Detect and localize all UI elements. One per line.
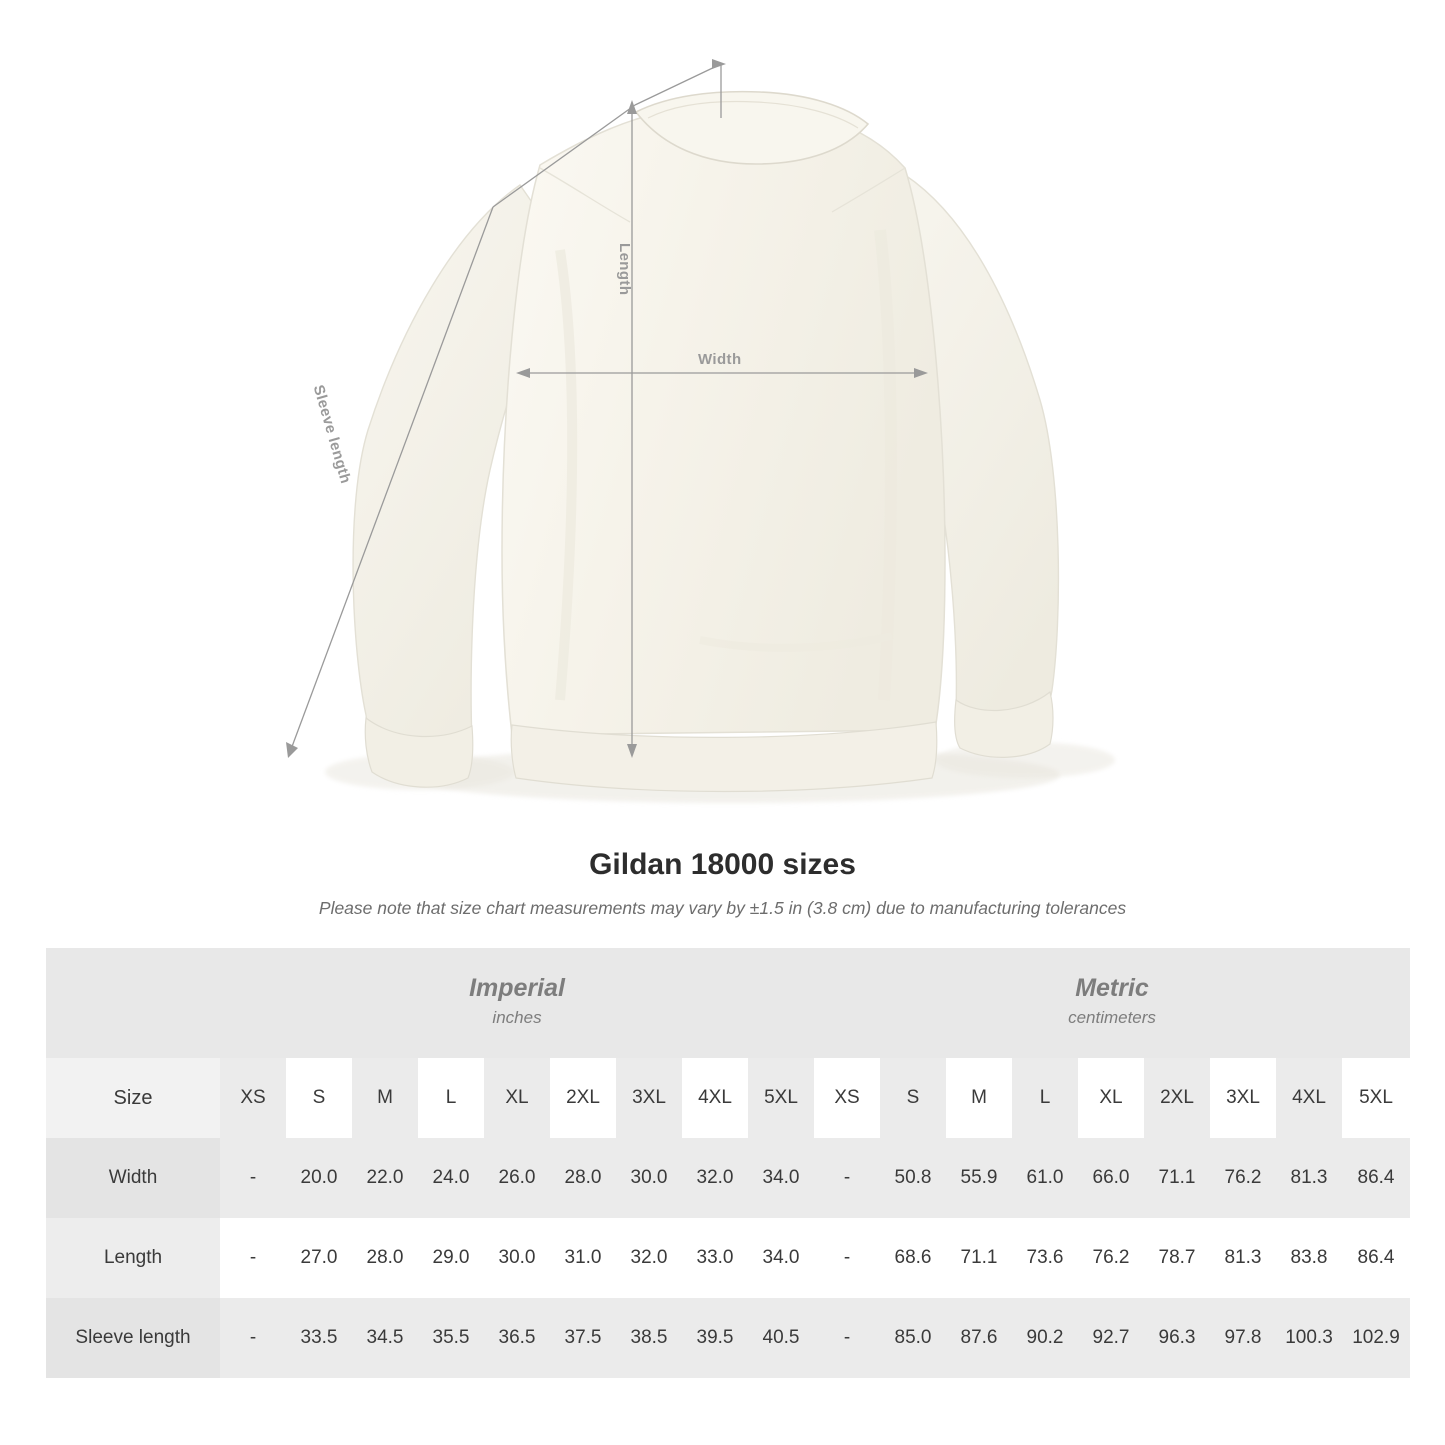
row-label-sleeve-length: Sleeve length xyxy=(46,1298,220,1378)
header-size-imperial-2xl: 2XL xyxy=(550,1058,616,1138)
unit-header-metric xyxy=(814,948,1410,1058)
header-size-metric-m: M xyxy=(946,1058,1012,1138)
header-size-metric-xs: XS xyxy=(814,1058,880,1138)
width-imperial-3xl: 30.0 xyxy=(616,1138,682,1218)
width-metric-5xl: 86.4 xyxy=(1342,1138,1410,1218)
unit-header-imperial xyxy=(220,948,814,1058)
label-width: Width xyxy=(698,351,742,368)
header-size-metric-5xl: 5XL xyxy=(1342,1058,1410,1138)
sleeve-imperial-4xl: 39.5 xyxy=(682,1298,748,1378)
header-size-metric-xl: XL xyxy=(1078,1058,1144,1138)
header-size: Size xyxy=(46,1058,220,1138)
unit-header-spacer xyxy=(46,948,220,1058)
width-metric-3xl: 76.2 xyxy=(1210,1138,1276,1218)
length-metric-m: 71.1 xyxy=(946,1218,1012,1298)
sleeve-metric-5xl: 102.9 xyxy=(1342,1298,1410,1378)
header-size-imperial-5xl: 5XL xyxy=(748,1058,814,1138)
row-label-length: Length xyxy=(46,1218,220,1298)
length-metric-5xl: 86.4 xyxy=(1342,1218,1410,1298)
header-size-imperial-3xl: 3XL xyxy=(616,1058,682,1138)
length-metric-2xl: 78.7 xyxy=(1144,1218,1210,1298)
sleeve-imperial-3xl: 38.5 xyxy=(616,1298,682,1378)
width-metric-l: 61.0 xyxy=(1012,1138,1078,1218)
header-size-imperial-s: S xyxy=(286,1058,352,1138)
header-size-metric-s: S xyxy=(880,1058,946,1138)
width-metric-xs: - xyxy=(814,1138,880,1218)
width-imperial-2xl: 28.0 xyxy=(550,1138,616,1218)
header-size-imperial-xl: XL xyxy=(484,1058,550,1138)
width-metric-4xl: 81.3 xyxy=(1276,1138,1342,1218)
length-imperial-xs: - xyxy=(220,1218,286,1298)
length-imperial-2xl: 31.0 xyxy=(550,1218,616,1298)
measurement-note: Please note that size chart measurements may vary by ±1.5 in (3.8 cm) due to manufacturing tolerances xyxy=(318,898,1127,918)
sleeve-imperial-m: 34.5 xyxy=(352,1298,418,1378)
sleeve-metric-xs: - xyxy=(814,1298,880,1378)
length-imperial-5xl: 34.0 xyxy=(748,1218,814,1298)
length-imperial-l: 29.0 xyxy=(418,1218,484,1298)
label-sleeve-length: Sleeve length xyxy=(309,383,355,486)
header-size-imperial-m: M xyxy=(352,1058,418,1138)
width-imperial-5xl: 34.0 xyxy=(748,1138,814,1218)
width-metric-m: 55.9 xyxy=(946,1138,1012,1218)
header-size-imperial-l: L xyxy=(418,1058,484,1138)
width-imperial-xs: - xyxy=(220,1138,286,1218)
sleeve-metric-s: 85.0 xyxy=(880,1298,946,1378)
table-row-sleeve-length xyxy=(46,1298,1410,1378)
size-header-row xyxy=(46,1058,1410,1138)
sleeve-imperial-xs: - xyxy=(220,1298,286,1378)
sleeve-metric-m: 87.6 xyxy=(946,1298,1012,1378)
table-row-width xyxy=(46,1138,1410,1218)
header-size-metric-l: L xyxy=(1012,1058,1078,1138)
sleeve-imperial-l: 35.5 xyxy=(418,1298,484,1378)
sleeve-imperial-s: 33.5 xyxy=(286,1298,352,1378)
unit-name-metric: Metric xyxy=(1075,973,1149,1002)
sleeve-metric-2xl: 96.3 xyxy=(1144,1298,1210,1378)
size-chart-table xyxy=(46,948,1410,1378)
sleeve-metric-l: 90.2 xyxy=(1012,1298,1078,1378)
sleeve-metric-4xl: 100.3 xyxy=(1276,1298,1342,1378)
length-metric-3xl: 81.3 xyxy=(1210,1218,1276,1298)
label-length: Length xyxy=(616,243,633,296)
length-imperial-4xl: 33.0 xyxy=(682,1218,748,1298)
width-metric-s: 50.8 xyxy=(880,1138,946,1218)
width-imperial-s: 20.0 xyxy=(286,1138,352,1218)
length-metric-s: 68.6 xyxy=(880,1218,946,1298)
header-size-metric-4xl: 4XL xyxy=(1276,1058,1342,1138)
length-imperial-m: 28.0 xyxy=(352,1218,418,1298)
header-size-metric-2xl: 2XL xyxy=(1144,1058,1210,1138)
sleeve-imperial-2xl: 37.5 xyxy=(550,1298,616,1378)
header-size-imperial-xs: XS xyxy=(220,1058,286,1138)
width-imperial-xl: 26.0 xyxy=(484,1138,550,1218)
unit-name-imperial: Imperial xyxy=(469,973,565,1002)
width-imperial-4xl: 32.0 xyxy=(682,1138,748,1218)
header-size-imperial-4xl: 4XL xyxy=(682,1058,748,1138)
length-metric-4xl: 83.8 xyxy=(1276,1218,1342,1298)
sleeve-imperial-5xl: 40.5 xyxy=(748,1298,814,1378)
sleeve-imperial-xl: 36.5 xyxy=(484,1298,550,1378)
length-imperial-s: 27.0 xyxy=(286,1218,352,1298)
length-metric-xl: 76.2 xyxy=(1078,1218,1144,1298)
width-metric-xl: 66.0 xyxy=(1078,1138,1144,1218)
unit-sub-imperial: inches xyxy=(492,1008,542,1028)
table-row-length xyxy=(46,1218,1410,1298)
sleeve-metric-xl: 92.7 xyxy=(1078,1298,1144,1378)
width-imperial-l: 24.0 xyxy=(418,1138,484,1218)
unit-sub-metric: centimeters xyxy=(1068,1008,1156,1028)
width-metric-2xl: 71.1 xyxy=(1144,1138,1210,1218)
size-table-container xyxy=(46,948,1400,1378)
length-imperial-3xl: 32.0 xyxy=(616,1218,682,1298)
width-imperial-m: 22.0 xyxy=(352,1138,418,1218)
row-label-width: Width xyxy=(46,1138,220,1218)
length-metric-l: 73.6 xyxy=(1012,1218,1078,1298)
sleeve-metric-3xl: 97.8 xyxy=(1210,1298,1276,1378)
header-size-metric-3xl: 3XL xyxy=(1210,1058,1276,1138)
page-title: Gildan 18000 sizes xyxy=(589,848,856,881)
length-imperial-xl: 30.0 xyxy=(484,1218,550,1298)
length-metric-xs: - xyxy=(814,1218,880,1298)
unit-header-row xyxy=(46,948,1410,1058)
